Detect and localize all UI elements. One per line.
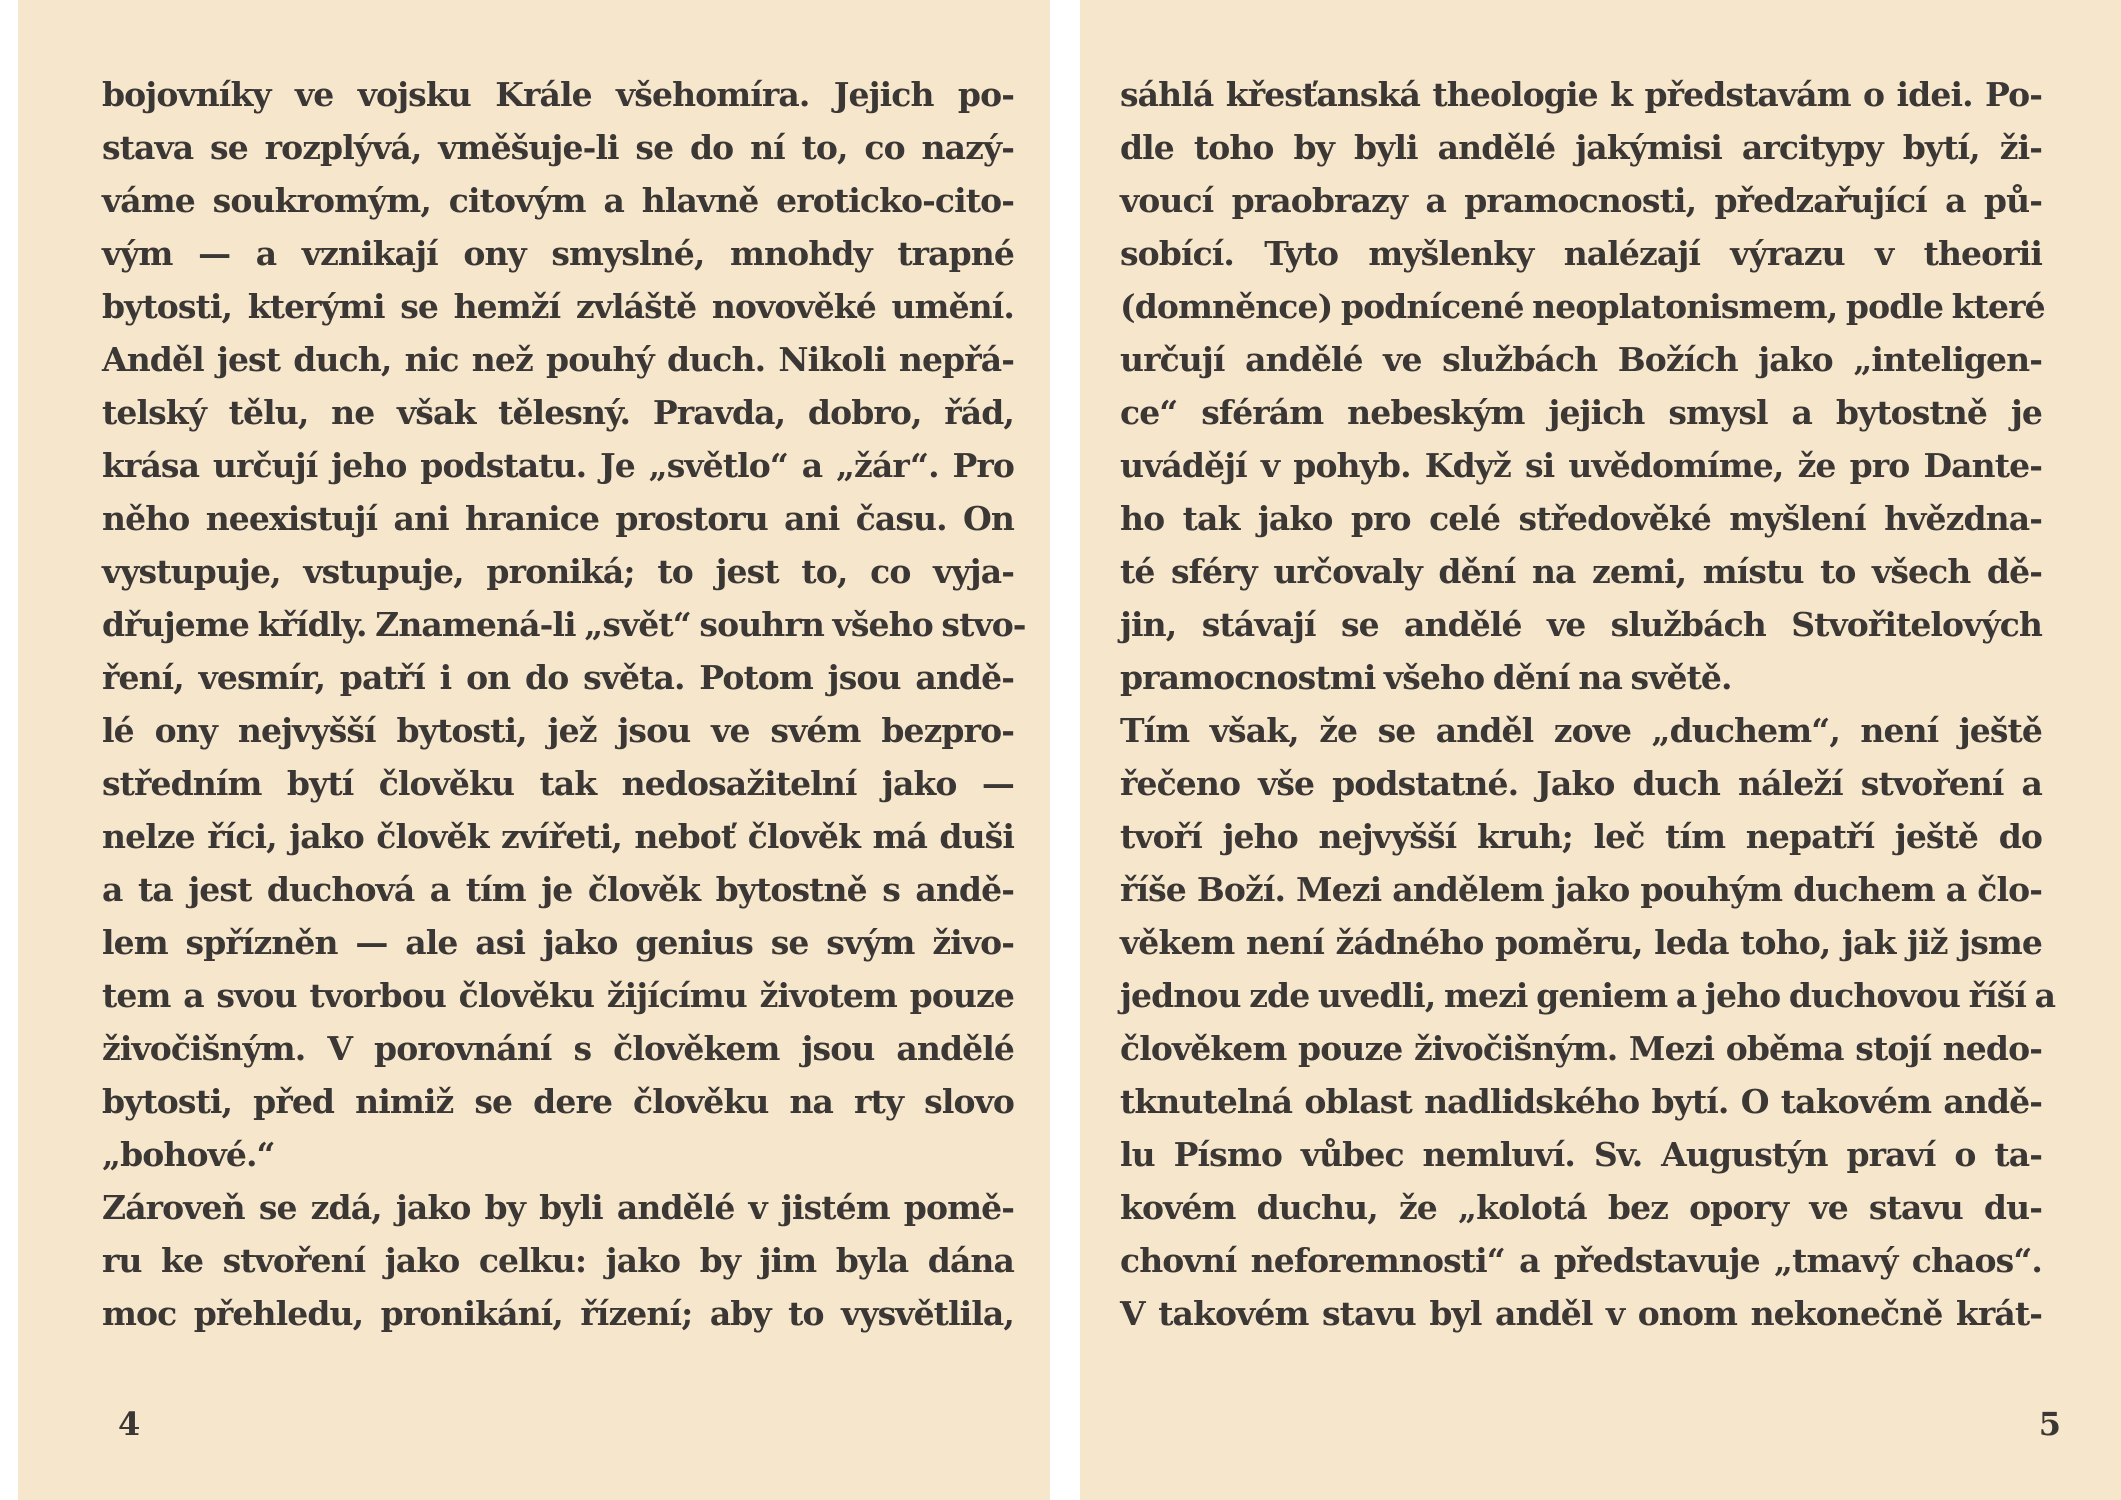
text-line: dle toho by byli andělé jakýmisi arcitypy bytí, ži- <box>1120 128 2042 167</box>
text-line: ření, vesmír, patří i on do světa. Potom jsou andě- <box>102 658 1014 697</box>
text-line: ce“ sférám nebeským jejich smysl a bytostně je <box>1120 393 2042 432</box>
text-line: ru ke stvoření jako celku: jako by jim byla dána <box>102 1241 1014 1280</box>
text-line: V takovém stavu byl anděl v onom nekonečně krát- <box>1120 1294 2042 1333</box>
text-line: živočišným. V porovnání s člověkem jsou andělé <box>102 1029 1014 1068</box>
text-line: voucí praobrazy a pramocnosti, předzařující a pů- <box>1120 181 2042 220</box>
right-page-number: 5 <box>2038 1405 2061 1443</box>
text-line: kovém duchu, že „kolotá bez opory ve stavu du- <box>1120 1188 2042 1227</box>
text-line: chovní neforemnosti“ a představuje „tmavý chaos“. <box>1120 1241 2042 1280</box>
text-line: člověkem pouze živočišným. Mezi oběma stojí nedo- <box>1120 1029 2042 1068</box>
text-line: určují andělé ve službách Božích jako „inteligen- <box>1120 340 2042 379</box>
text-line: stava se rozplývá, vměšuje-li se do ní to, co nazý- <box>102 128 1014 167</box>
text-line: bojovníky ve vojsku Krále všehomíra. Jejich po- <box>102 75 1014 114</box>
text-line: sáhlá křesťanská theologie k představám o idei. Po- <box>1120 75 2042 114</box>
text-line: lem spřízněn — ale asi jako genius se svým živo- <box>102 923 1014 962</box>
text-line: tvoří jeho nejvyšší kruh; leč tím nepatří ještě do <box>1120 817 2042 856</box>
text-line: lu Písmo vůbec nemluví. Sv. Augustýn praví o ta- <box>1120 1135 2042 1174</box>
text-line: nelze říci, jako člověk zvířeti, neboť člověk má duši <box>102 817 1014 856</box>
text-line: „bohové.“ <box>102 1135 275 1174</box>
text-line: váme soukromým, citovým a hlavně eroticko-cito- <box>102 181 1014 220</box>
text-line: sobící. Tyto myšlenky nalézají výrazu v theorii <box>1120 234 2042 273</box>
text-line: té sféry určovaly dění na zemi, místu to všech dě- <box>1120 552 2042 591</box>
text-line: a ta jest duchová a tím je člověk bytostně s andě- <box>102 870 1014 909</box>
text-line: Tím však, že se anděl zove „duchem“, není ještě <box>1120 711 2042 750</box>
left-page <box>18 0 1050 1500</box>
text-line: vým — a vznikají ony smyslné, mnohdy trapné <box>102 234 1014 273</box>
left-page-text <box>102 68 1026 1340</box>
text-line: něho neexistují ani hranice prostoru ani času. On <box>102 499 1014 538</box>
right-page <box>1080 0 2121 1500</box>
text-line: tknutelná oblast nadlidského bytí. O takovém andě- <box>1120 1082 2042 1121</box>
text-line: dřujeme křídly. Znamená-li „svět“ souhrn všeho stvo- <box>102 605 1026 644</box>
text-line: středním bytí člověku tak nedosažitelní jako — <box>102 764 1014 803</box>
text-line: uvádějí v pohyb. Když si uvědomíme, že pro Dante- <box>1120 446 2042 485</box>
text-line: vystupuje, vstupuje, proniká; to jest to, co vyja- <box>102 552 1014 591</box>
text-line: bytosti, před nimiž se dere člověku na rty slovo <box>102 1082 1014 1121</box>
text-line: pramocnostmi všeho dění na světě. <box>1120 658 1732 697</box>
text-line: (domněnce) podnícené neoplatonismem, podle které <box>1120 287 2045 326</box>
text-line: jednou zde uvedli, mezi geniem a jeho duchovou říší a <box>1120 976 2056 1015</box>
text-line: bytosti, kterými se hemží zvláště novověké umění. <box>102 287 1014 326</box>
text-line: jin, stávají se andělé ve službách Stvořitelových <box>1120 605 2042 644</box>
right-page-text <box>1120 68 2056 1340</box>
text-line: řečeno vše podstatné. Jako duch náleží stvoření a <box>1120 764 2042 803</box>
text-line: ho tak jako pro celé středověké myšlení hvězdna- <box>1120 499 2042 538</box>
text-line: věkem není žádného poměru, leda toho, jak již jsme <box>1120 923 2042 962</box>
text-line: lé ony nejvyšší bytosti, jež jsou ve svém bezpro- <box>102 711 1014 750</box>
text-line: telský tělu, ne však tělesný. Pravda, dobro, řád, <box>102 393 1014 432</box>
text-line: Anděl jest duch, nic než pouhý duch. Nikoli nepřá- <box>102 340 1014 379</box>
text-line: tem a svou tvorbou člověku žijícímu životem pouze <box>102 976 1014 1015</box>
text-line: moc přehledu, pronikání, řízení; aby to vysvětlila, <box>102 1294 1014 1333</box>
left-page-number: 4 <box>118 1405 141 1443</box>
text-line: krása určují jeho podstatu. Je „světlo“ a „žár“. Pro <box>102 446 1014 485</box>
text-line: Zároveň se zdá, jako by byli andělé v jistém pomě- <box>102 1188 1014 1227</box>
text-line: říše Boží. Mezi andělem jako pouhým duchem a člo- <box>1120 870 2042 909</box>
